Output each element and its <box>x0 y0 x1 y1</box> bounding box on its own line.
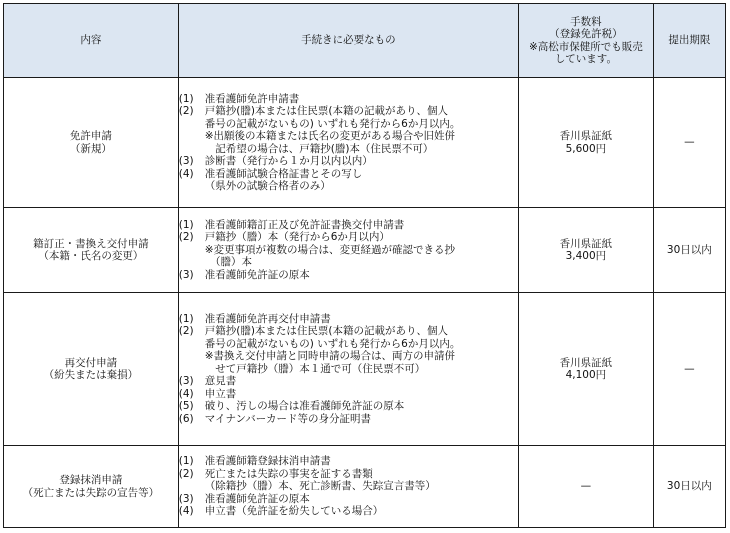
header-fee-line: 手数料 <box>570 15 602 28</box>
row-fee: 香川県証紙 5,600円 <box>519 78 654 208</box>
header-deadline: 提出期限 <box>653 4 725 78</box>
list-item: (3) 准看護師免許証の原本 <box>178 268 310 281</box>
header-content: 内容 <box>4 4 179 78</box>
header-fee-line: ※高松市保健所でも販売 <box>528 40 643 53</box>
row-content: 登録抹消申請 （死亡または失踪の宣告等） <box>4 446 179 528</box>
row-fee: 香川県証紙 4,100円 <box>519 293 654 446</box>
row-fee: — <box>519 446 654 528</box>
note-item: ※書換え交付申請と同時申請の場合は、両方の申請併 せて戸籍抄（謄）本１通で可（住民票不可） <box>204 350 456 375</box>
list-item: (2) 戸籍抄(謄)本または住民票(本籍の記載があり、個人 番号の記載がないもの) いずれも発行から6か月以内。 <box>178 105 461 130</box>
row-required-items <box>178 293 518 446</box>
list-item: (3) 准看護師免許証の原本 <box>178 492 310 505</box>
row-required-items <box>178 446 518 528</box>
header-fee-line: しています。 <box>554 53 617 65</box>
row-content: 籍訂正・書換え交付申請 （本籍・氏名の変更） <box>4 208 179 293</box>
row-deadline: — <box>653 78 725 208</box>
header-required-items: 手続きに必要なもの <box>178 4 518 78</box>
row-content: 再交付申請 （紛失または棄損） <box>4 293 179 446</box>
list-item: (4) 申立書 <box>178 387 237 400</box>
row-required-items <box>178 78 518 208</box>
list-item: (1) 准看護師免許申請書 <box>178 92 300 105</box>
list-item: (3) 意見書 <box>178 375 237 388</box>
procedure-table <box>3 3 726 528</box>
table-row <box>4 446 726 528</box>
note-item: ※出願後の本籍または氏名の変更がある場合や旧姓併 記希望の場合は、戸籍抄(謄)本（住民票不可） <box>204 130 456 155</box>
list-item: (5) 破り、汚しの場合は准看護師免許証の原本 <box>178 400 405 413</box>
header-fee-line: （登録免許税） <box>549 28 623 40</box>
list-item: (4) 准看護師試験合格証書とその写し （県外の試験合格者のみ） <box>178 167 363 192</box>
table-row <box>4 208 726 293</box>
list-item: (2) 戸籍抄(謄)本または住民票(本籍の記載があり、個人 番号の記載がないもの) いずれも発行から6か月以内。 <box>178 325 461 350</box>
list-item: (4) 申立書（免許証を紛失している場合） <box>178 505 384 518</box>
table-row <box>4 78 726 208</box>
row-content: 免許申請 （新規） <box>4 78 179 208</box>
row-fee: 香川県証紙 3,400円 <box>519 208 654 293</box>
list-item: (1) 准看護師免許再交付申請書 <box>178 312 331 325</box>
table-row <box>4 293 726 446</box>
header-fee <box>519 4 654 78</box>
row-required-items <box>178 208 518 293</box>
table-header-row <box>4 4 726 78</box>
row-deadline: 30日以内 <box>653 208 725 293</box>
list-item: (1) 准看護師籍訂正及び免許証書換交付申請書 <box>178 218 405 231</box>
note-item: ※変更事項が複数の場合は、変更経過が確認できる抄 （謄）本 <box>204 243 456 269</box>
list-item: (1) 准看護師籍登録抹消申請書 <box>178 455 331 468</box>
list-item: (6) マイナンバーカード等の身分証明書 <box>178 412 372 425</box>
list-item: (2) 死亡または失踪の事実を証する書類 （除籍抄（謄）本、死亡診断書、失踪宣言書等） <box>178 467 436 493</box>
list-item: (3) 診断書（発行から１か月以内以内） <box>178 155 373 167</box>
list-item: (2) 戸籍抄（謄）本（発行から6か月以内） <box>178 231 390 244</box>
row-deadline: — <box>653 293 725 446</box>
row-deadline: 30日以内 <box>653 446 725 528</box>
